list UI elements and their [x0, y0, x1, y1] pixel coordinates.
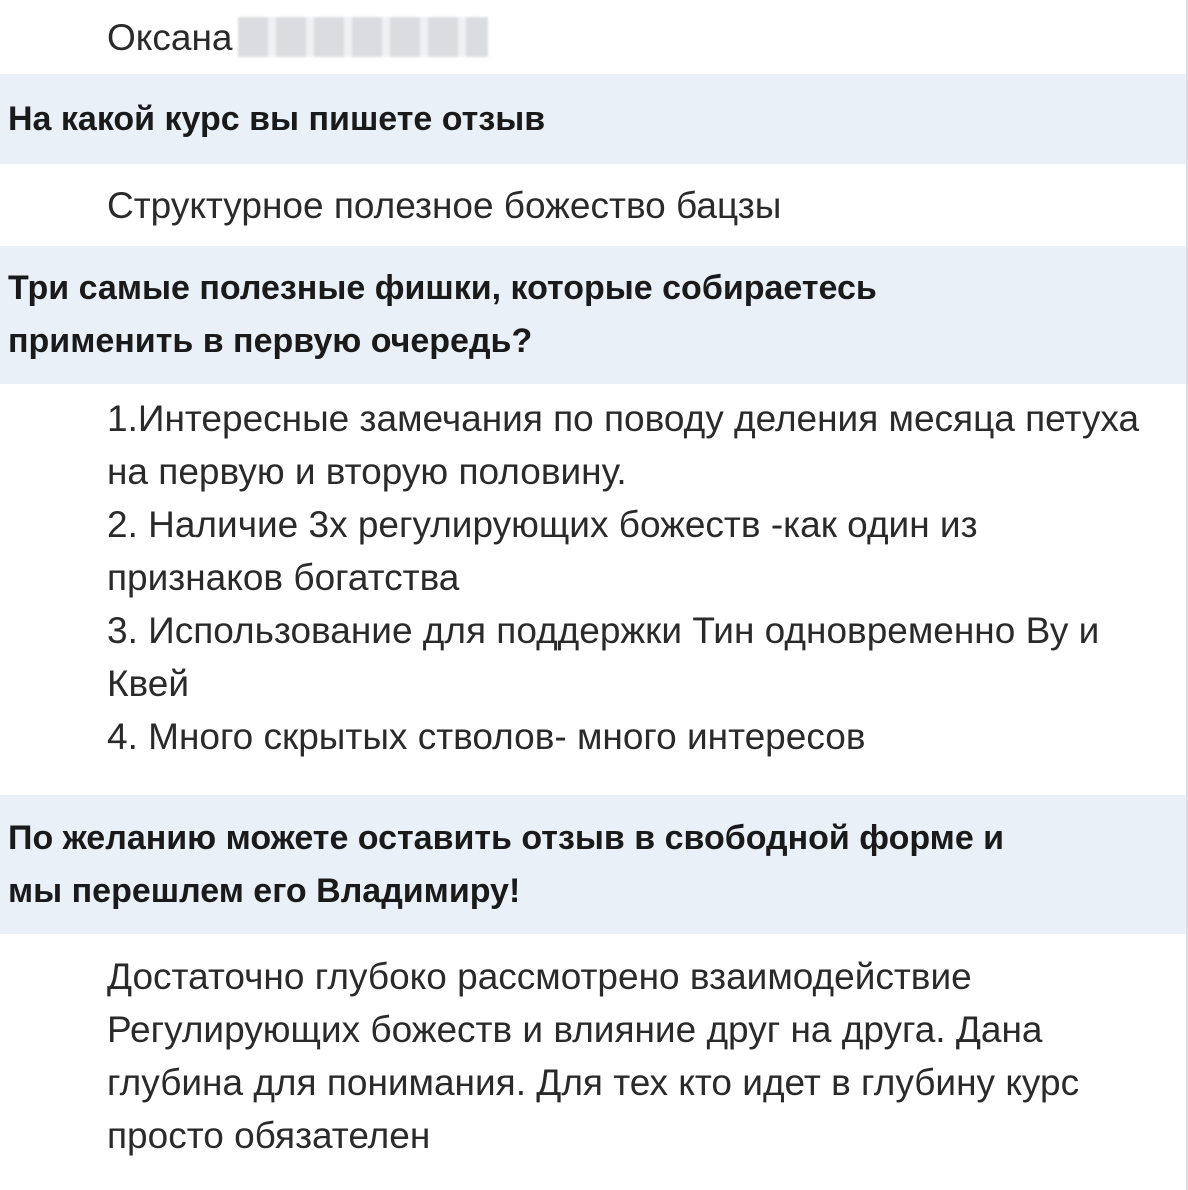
redacted-surname — [238, 17, 488, 57]
answer-course — [0, 164, 1186, 246]
question-top-tips — [0, 246, 1186, 384]
answer-top-tips: 1.Интересные замечания по поводу деления месяца петуха на первую и вторую половину. 2. Наличие 3х регулирующих божеств -как один из признаков богатства 3. Использование для поддержки Тин одновременно Ву и Квей 4. Много скрытых стволов- много интересов — [107, 398, 1140, 757]
question-free-form-label: По желанию можете оставить отзыв в свободной форме и мы перешлем его Владимиру! — [8, 818, 1005, 910]
question-top-tips-label: Три самые полезные фишки, которые собираетесь применить в первую очередь? — [8, 269, 877, 360]
question-free-form — [0, 795, 1186, 934]
answer-free-form: Достаточно глубоко рассмотрено взаимодействие Регулирующих божеств и влияние друг на друга. Дана глубина для понимания. Для тех кто идет в глубину курс просто обязателен — [107, 956, 1080, 1156]
question-course — [0, 74, 1186, 164]
answer-course-text: Структурное полезное божество бацзы — [107, 184, 782, 226]
reviewer-row — [0, 0, 1186, 74]
question-course-label: На какой курс вы пишете отзыв — [8, 99, 546, 138]
reviewer-name: Оксана — [107, 16, 233, 58]
